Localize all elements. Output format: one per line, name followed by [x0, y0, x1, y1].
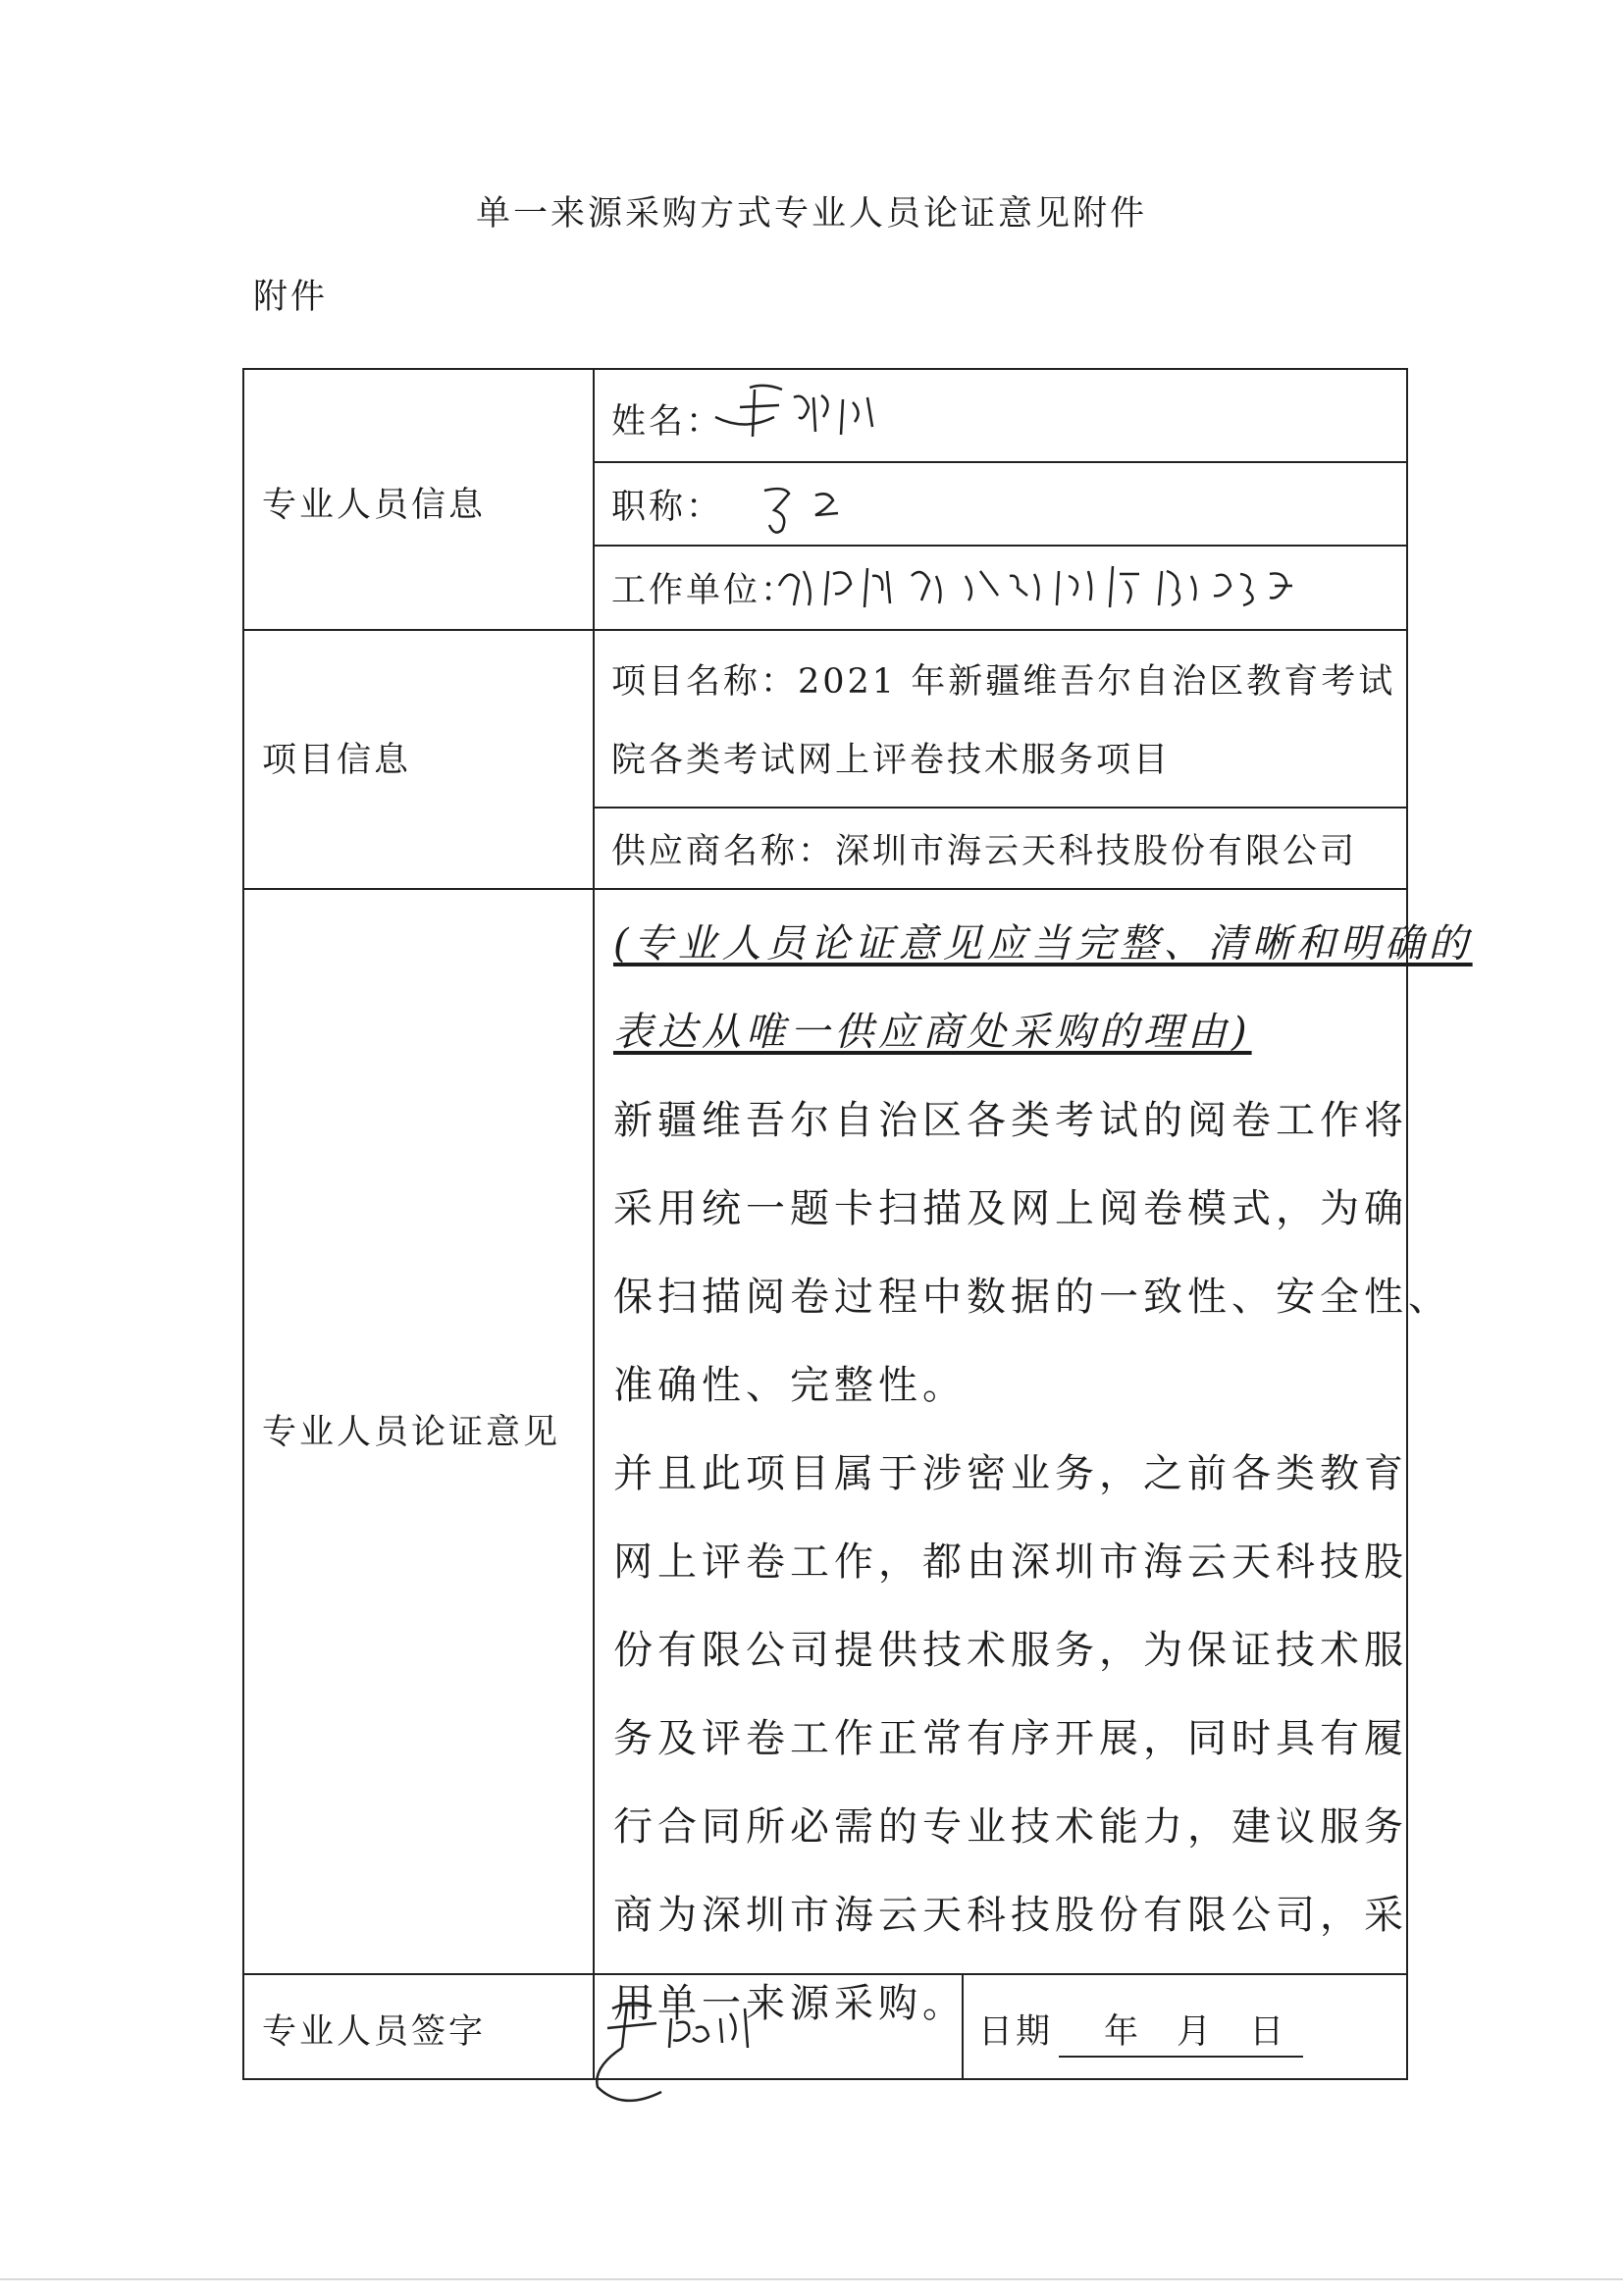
opinion-text: [613, 900, 1473, 2048]
employer-label: 工作单位：: [611, 571, 799, 610]
opinion-line: 采用统一题卡扫描及网上阅卷模式，为确: [613, 1186, 1408, 1231]
date-placeholder: 年 月 日: [1104, 2012, 1298, 2052]
instruction-line: (专业人员论证意见应当完整、清晰和明确的: [613, 921, 1473, 966]
opinion-label: 专业人员论证意见: [262, 1413, 561, 1452]
column-divider: [593, 370, 595, 2078]
title-label: 职称：: [611, 488, 724, 527]
date-blank: [1059, 2005, 1303, 2058]
row-divider: [593, 807, 1408, 809]
row-divider: [244, 629, 1408, 631]
row-divider: [593, 461, 1408, 463]
opinion-line: 商为深圳市海云天科技股份有限公司，采: [613, 1893, 1408, 1938]
opinion-line: 并且此项目属于涉密业务，之前各类教育: [613, 1451, 1408, 1496]
row-divider: [244, 888, 1408, 890]
opinion-form-table: [242, 368, 1473, 2080]
opinion-line: 务及评卷工作正常有序开展，同时具有履: [613, 1716, 1408, 1761]
instruction-line: 表达从唯一供应商处采购的理由): [613, 1010, 1252, 1055]
attachment-label: 附件: [253, 278, 329, 317]
expert-info-label: 专业人员信息: [262, 486, 487, 525]
name-label: 姓名：: [611, 402, 724, 442]
opinion-line: 份有限公司提供技术服务，为保证技术服: [613, 1628, 1408, 1673]
page-title: 单一来源采购方式专业人员论证意见附件: [475, 194, 1147, 234]
opinion-line: 行合同所必需的专业技术能力，建议服务: [613, 1804, 1408, 1850]
handwritten-title: [755, 466, 863, 545]
opinion-line: 网上评卷工作，都由深圳市海云天科技股: [613, 1539, 1408, 1585]
project-name-line-2: 院各类考试网上评卷技术服务项目: [611, 741, 1172, 780]
scan-edge-rule: [0, 2278, 1623, 2280]
handwritten-name: [706, 378, 892, 456]
opinion-line: 准确性、完整性。: [613, 1363, 967, 1408]
signature-label: 专业人员签字: [262, 2012, 487, 2052]
opinion-line: 新疆维吾尔自治区各类考试的阅卷工作将: [613, 1098, 1408, 1143]
expert-signature: [583, 1979, 779, 2116]
date-field: [978, 2005, 1303, 2058]
project-name-line-1: 项目名称：2021 年新疆维吾尔自治区教育考试: [611, 662, 1396, 702]
supplier-name: 供应商名称：深圳市海云天科技股份有限公司: [611, 832, 1358, 871]
opinion-line: 保扫描阅卷过程中数据的一致性、安全性、: [613, 1275, 1452, 1320]
date-label: 日期: [978, 2012, 1054, 2052]
project-info-label: 项目信息: [262, 741, 412, 780]
handwritten-employer: [774, 547, 1304, 625]
opinion-line: 用单一来源采购。: [613, 1981, 967, 2026]
